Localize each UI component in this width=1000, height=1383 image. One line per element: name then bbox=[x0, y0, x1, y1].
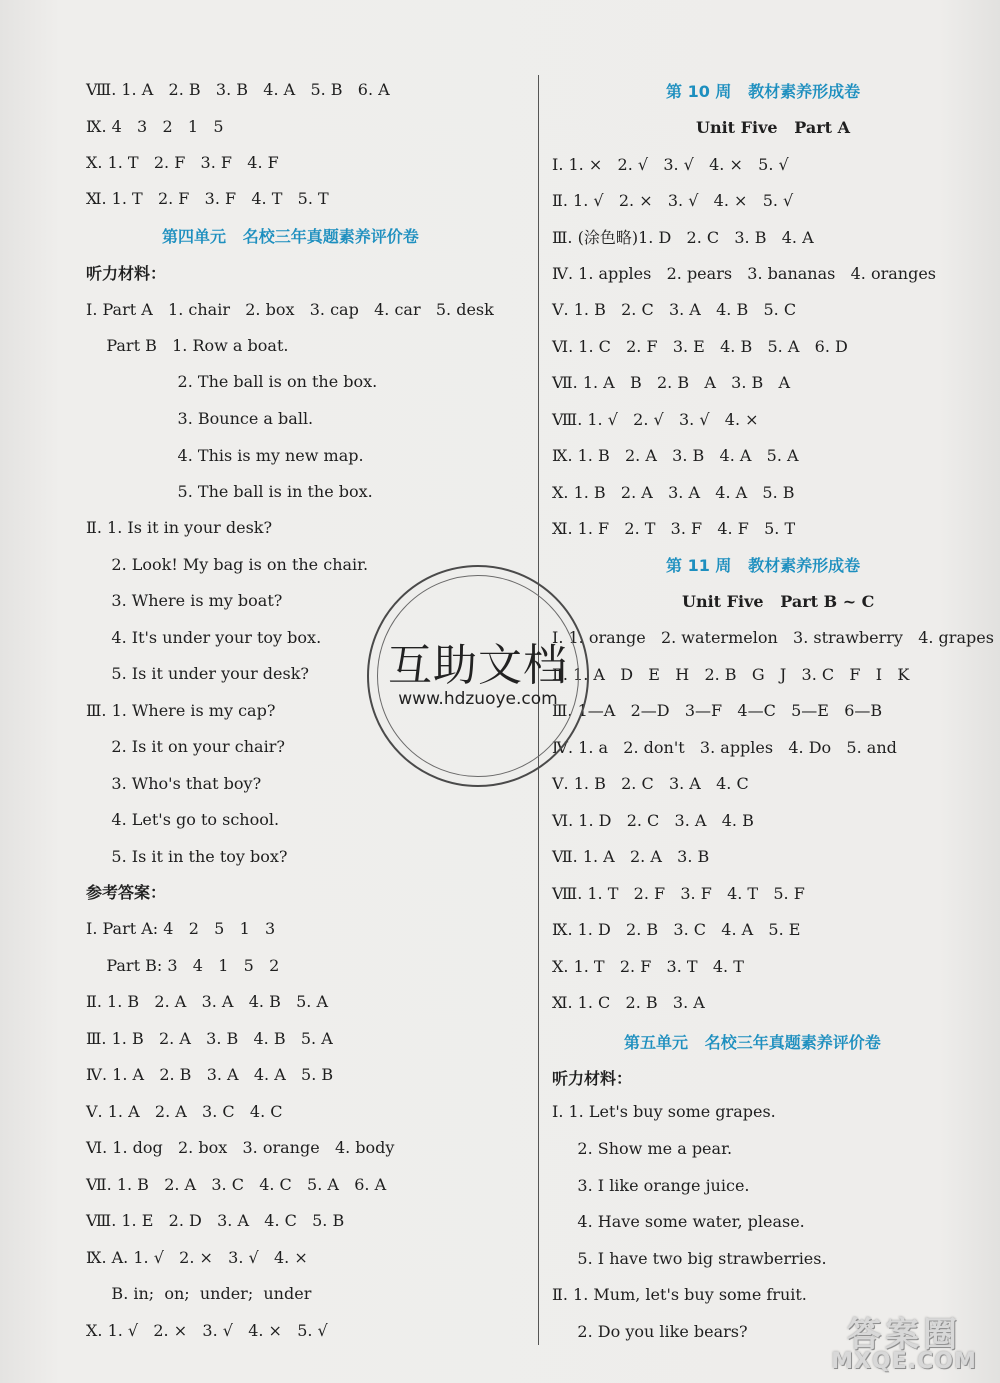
listening-line: 2. The ball is on the box. bbox=[86, 372, 378, 391]
answer-line: Ⅲ. 1—A 2—D 3—F 4—C 5—E 6—B bbox=[552, 701, 883, 720]
answer-line: Ⅴ. 1. B 2. C 3. A 4. C bbox=[552, 774, 749, 793]
listening-line: 4. Let's go to school. bbox=[86, 810, 280, 829]
listening-line: 3. Who's that boy? bbox=[86, 774, 262, 793]
answer-line: Ⅸ. 1. B 2. A 3. B 4. A 5. A bbox=[552, 446, 799, 465]
stamp-title: 互助文档 bbox=[388, 640, 568, 691]
section-heading-unit4: 第四单元 名校三年真题素养评价卷 bbox=[162, 227, 419, 246]
listening-line: Part B 1. Row a boat. bbox=[86, 336, 289, 355]
answer-line: Ⅵ. 1. D 2. C 3. A 4. B bbox=[552, 811, 754, 830]
listening-line: 3. I like orange juice. bbox=[552, 1176, 750, 1195]
stamp-url: www.hdzuoye.com bbox=[398, 689, 558, 709]
listening-line: 3. Where is my boat? bbox=[86, 591, 283, 610]
answer-line: Ⅶ. 1. A 2. A 3. B bbox=[552, 847, 710, 866]
listening-line: 5. The ball is in the box. bbox=[86, 482, 373, 501]
answer-line: Ⅹ. 1. √ 2. × 3. √ 4. × 5. √ bbox=[86, 1321, 328, 1340]
section-heading-unit5: 第五单元 名校三年真题素养评价卷 bbox=[624, 1033, 881, 1052]
answer-line: Ⅰ. 1. orange 2. watermelon 3. strawberry 4. grapes bbox=[552, 628, 994, 647]
answer-line: Ⅷ. 1. √ 2. √ 3. √ 4. × bbox=[552, 410, 759, 429]
listening-line: Ⅱ. 1. Is it in your desk? bbox=[86, 518, 273, 537]
watermark-logo bbox=[814, 1307, 994, 1377]
subheading-week11: Unit Five Part B ~ C bbox=[682, 592, 875, 611]
answer-line: Ⅰ. Part A: 4 2 5 1 3 bbox=[86, 919, 276, 938]
answers-label: 参考答案： bbox=[86, 883, 167, 902]
listening-line: 4. This is my new map. bbox=[86, 446, 364, 465]
answer-line: Ⅸ. 4 3 2 1 5 bbox=[86, 117, 224, 136]
listening-line: 4. It's under your toy box. bbox=[86, 628, 322, 647]
answer-line: Ⅳ. 1. apples 2. pears 3. bananas 4. oranges bbox=[552, 264, 936, 283]
answer-line: Ⅺ. 1. C 2. B 3. A bbox=[552, 993, 705, 1012]
answer-line: Ⅶ. 1. B 2. A 3. C 4. C 5. A 6. A bbox=[86, 1175, 387, 1194]
answer-line: Ⅳ. 1. a 2. don't 3. apples 4. Do 5. and bbox=[552, 738, 897, 757]
answer-line: Ⅷ. 1. A 2. B 3. B 4. A 5. B 6. A bbox=[86, 80, 390, 99]
listening-line: 2. Is it on your chair? bbox=[86, 737, 285, 756]
listening-label: 听力材料： bbox=[86, 264, 167, 283]
listening-line: Ⅰ. 1. Let's buy some grapes. bbox=[552, 1102, 776, 1121]
listening-line: 5. Is it in the toy box? bbox=[86, 847, 288, 866]
answer-line: Ⅸ. A. 1. √ 2. × 3. √ 4. × bbox=[86, 1248, 308, 1267]
watermark-top-text: 答案圈 bbox=[847, 1315, 961, 1355]
listening-line: 3. Bounce a ball. bbox=[86, 409, 314, 428]
answer-line: Ⅹ. 1. T 2. F 3. T 4. T bbox=[552, 957, 744, 976]
answer-line: Part B: 3 4 1 5 2 bbox=[86, 956, 280, 975]
section-heading-week11: 第 11 周 教材素养形成卷 bbox=[666, 556, 861, 575]
subheading-week10: Unit Five Part A bbox=[696, 118, 851, 137]
answer-line: Ⅷ. 1. E 2. D 3. A 4. C 5. B bbox=[86, 1211, 345, 1230]
listening-line: 5. I have two big strawberries. bbox=[552, 1249, 827, 1268]
answer-line: Ⅸ. 1. D 2. B 3. C 4. A 5. E bbox=[552, 920, 801, 939]
answer-line: B. in; on; under; under bbox=[86, 1284, 312, 1303]
listening-line: 2. Show me a pear. bbox=[552, 1139, 733, 1158]
listening-label: 听力材料： bbox=[552, 1069, 633, 1088]
section-heading-week10: 第 10 周 教材素养形成卷 bbox=[666, 82, 861, 101]
answer-line: Ⅺ. 1. T 2. F 3. F 4. T 5. T bbox=[86, 189, 329, 208]
answer-line: Ⅷ. 1. T 2. F 3. F 4. T 5. F bbox=[552, 884, 805, 903]
answer-line: Ⅴ. 1. B 2. C 3. A 4. B 5. C bbox=[552, 300, 797, 319]
listening-line: 2. Look! My bag is on the chair. bbox=[86, 555, 369, 574]
answer-line: Ⅱ. 1. B 2. A 3. A 4. B 5. A bbox=[86, 992, 329, 1011]
answer-line: Ⅹ. 1. T 2. F 3. F 4. F bbox=[86, 153, 279, 172]
listening-line: Ⅰ. Part A 1. chair 2. box 3. cap 4. car 5. desk bbox=[86, 300, 494, 319]
answer-line: Ⅲ. 1. B 2. A 3. B 4. B 5. A bbox=[86, 1029, 333, 1048]
answer-line: Ⅵ. 1. C 2. F 3. E 4. B 5. A 6. D bbox=[552, 337, 848, 356]
answer-line: Ⅱ. 1. √ 2. × 3. √ 4. × 5. √ bbox=[552, 191, 794, 210]
answer-line: Ⅺ. 1. F 2. T 3. F 4. F 5. T bbox=[552, 519, 796, 538]
answer-line: Ⅴ. 1. A 2. A 3. C 4. C bbox=[86, 1102, 283, 1121]
listening-line: 2. Do you like bears? bbox=[552, 1322, 748, 1341]
answer-line: Ⅱ. 1. A D E H 2. B G J 3. C F I K bbox=[552, 665, 910, 684]
listening-line: 4. Have some water, please. bbox=[552, 1212, 805, 1231]
answer-line: Ⅹ. 1. B 2. A 3. A 4. A 5. B bbox=[552, 483, 795, 502]
watermark-bottom-text: MXQE.COM bbox=[831, 1349, 977, 1374]
answer-line: Ⅶ. 1. A B 2. B A 3. B A bbox=[552, 373, 791, 392]
answer-line: Ⅵ. 1. dog 2. box 3. orange 4. body bbox=[86, 1138, 395, 1157]
listening-line: 5. Is it under your desk? bbox=[86, 664, 309, 683]
stamp-logo bbox=[367, 565, 589, 787]
listening-line: Ⅲ. 1. Where is my cap? bbox=[86, 701, 276, 720]
listening-line: Ⅱ. 1. Mum, let's buy some fruit. bbox=[552, 1285, 807, 1304]
answer-line: Ⅲ. (涂色略)1. D 2. C 3. B 4. A bbox=[552, 228, 814, 247]
answer-line: Ⅳ. 1. A 2. B 3. A 4. A 5. B bbox=[86, 1065, 334, 1084]
answer-line: Ⅰ. 1. × 2. √ 3. √ 4. × 5. √ bbox=[552, 155, 789, 174]
